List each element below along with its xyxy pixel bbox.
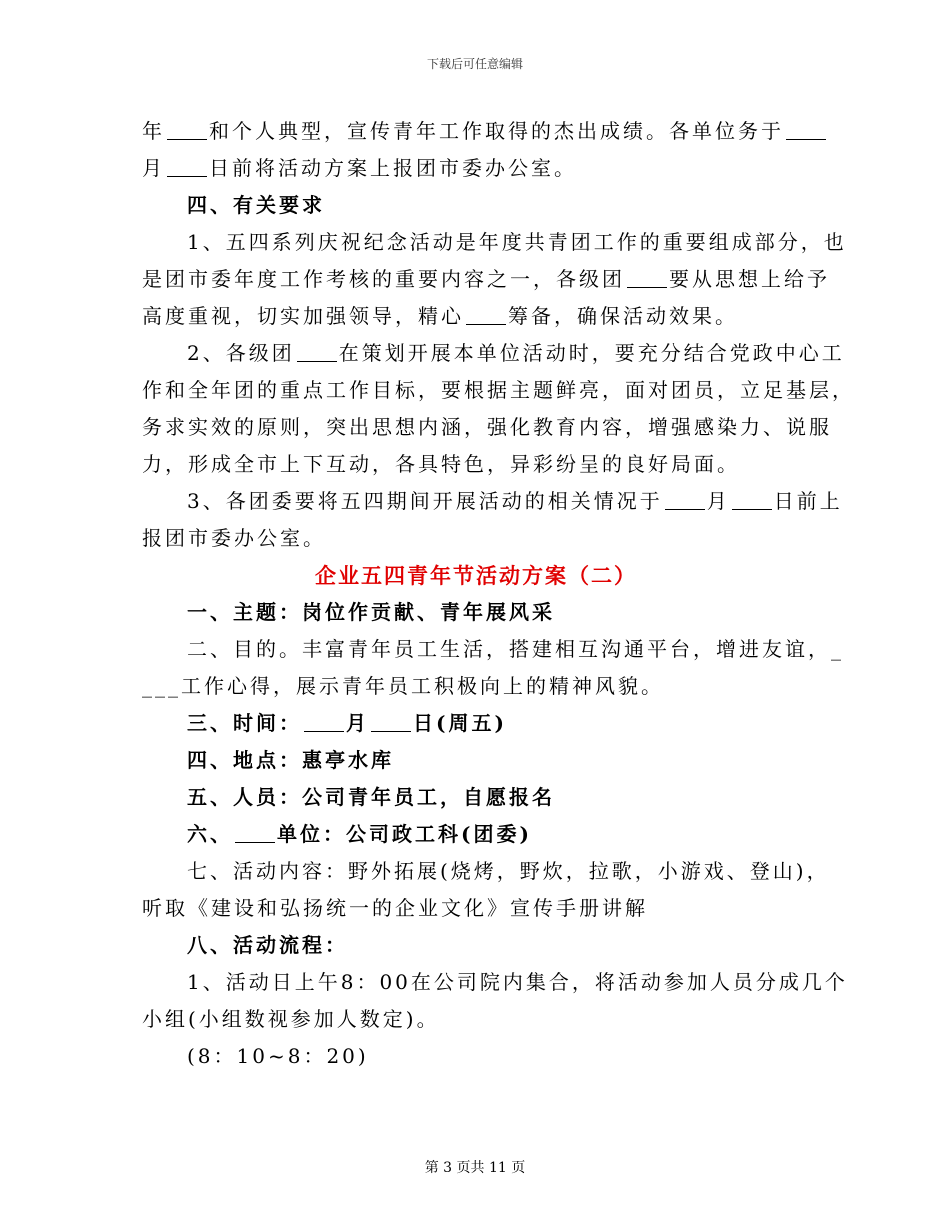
- text-line: 作和全年团的重点工作目标，要根据主题鲜亮，面对团员，立足基层，: [142, 378, 855, 402]
- blank-field: [304, 707, 344, 732]
- section-heading: 六、 单位：公司政工科(团委): [142, 816, 810, 853]
- blank-field: [167, 152, 207, 177]
- section-heading: 四、地点：惠亭水库: [187, 748, 394, 772]
- blank-field: [167, 115, 207, 140]
- text-line: 高度重视，切实加强领导，精心 筹备，确保活动效果。: [142, 298, 810, 335]
- section-heading: 四、有关要求: [187, 193, 325, 217]
- blank-field: [297, 337, 337, 362]
- text-line: 是团市委年度工作考核的重要内容之一，各级团 要从思想上给予: [142, 261, 810, 298]
- blank-field: [235, 818, 275, 843]
- page-header: 下载后可任意编辑: [426, 57, 523, 71]
- text-line: 月 日前将活动方案上报团市委办公室。: [142, 150, 810, 187]
- section-heading: 一、主题：岗位作贡献、青年展风采: [187, 600, 555, 624]
- text-line: (8：10~8：20): [187, 1044, 369, 1068]
- text-line: 务求实效的原则，突出思想内涵，强化教育内容，增强感染力、说服: [142, 415, 832, 439]
- blank-field: [732, 485, 772, 510]
- section-heading: 五、人员：公司青年员工，自愿报名: [187, 785, 555, 809]
- section-heading: 三、时间： 月 日(周五): [142, 705, 810, 742]
- text-line: 报团市委办公室。: [142, 526, 326, 550]
- blank-field: [627, 263, 667, 288]
- text-line: 年 和个人典型，宣传青年工作取得的杰出成绩。各单位务于: [142, 113, 810, 150]
- blank-field: [786, 115, 826, 140]
- text-line: 力，形成全市上下互动，各具特色，异彩纷呈的良好局面。: [142, 452, 740, 476]
- blank-field: [665, 485, 705, 510]
- text-line: 听取《建设和弘扬统一的企业文化》宣传手册讲解: [142, 896, 648, 920]
- text-line: 1、活动日上午8：00在公司院内集合，将活动参加人员分成几个: [187, 970, 848, 994]
- text-line: 二、目的。丰富青年员工生活，搭建相互沟通平台，增进友谊，_: [187, 637, 844, 661]
- text-line: 2、各级团 在策划开展本单位活动时，要充分结合党政中心工: [142, 335, 810, 372]
- text-line: 七、活动内容：野外拓展(烧烤，野炊，拉歌，小游戏、登山)，: [187, 859, 830, 883]
- text-line: ___工作心得，展示青年员工积极向上的精神风貌。: [142, 674, 664, 698]
- page-body: [142, 113, 855, 1075]
- document-title: 企业五四青年节活动方案（二）: [315, 563, 637, 588]
- page-footer: 第 3 页共 11 页: [424, 1160, 526, 1176]
- text-line: 1、五四系列庆祝纪念活动是年度共青团工作的重要组成部分，也: [187, 230, 847, 254]
- section-heading: 八、活动流程：: [187, 933, 348, 957]
- text-line: 小组(小组数视参加人数定)。: [142, 1007, 440, 1031]
- text-line: 3、各团委要将五四期间开展活动的相关情况于 月 日前上: [142, 483, 810, 520]
- blank-field: [371, 707, 411, 732]
- blank-field: [466, 300, 506, 325]
